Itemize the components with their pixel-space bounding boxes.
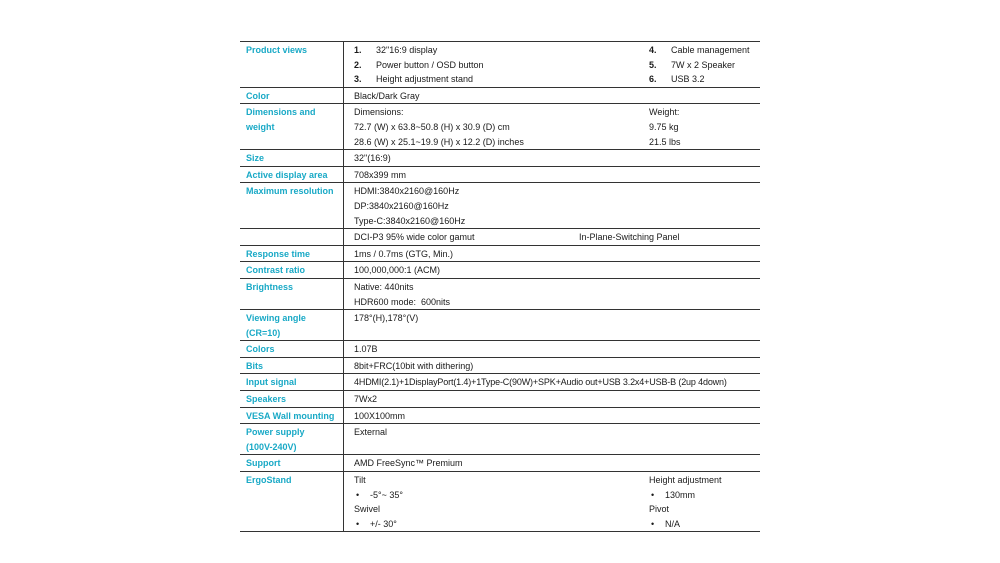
value-input-signal: 4HDMI(2.1)+1DisplayPort(1.4)+1Type-C(90W)+SPK+Audio out+USB 3.2x4+USB-B (2up 4down) — [354, 377, 727, 388]
value-product-views — [344, 42, 760, 87]
row-vesa — [240, 408, 760, 425]
value-brightness: Native: 440nits HDR600 mode: 600nits — [354, 281, 451, 307]
list-item: • 130mm — [649, 488, 722, 503]
label-dimensions: Dimensions and weight — [240, 104, 344, 149]
row-product-views — [240, 42, 760, 88]
bullet-icon: • — [356, 489, 360, 500]
value-support: AMD FreeSync™ Premium — [354, 458, 463, 469]
value-ergostand — [344, 472, 760, 531]
row-viewing-angle — [240, 310, 760, 341]
row-support — [240, 455, 760, 472]
list-item: • -5°~ 35° — [354, 488, 649, 503]
row-active-area — [240, 167, 760, 184]
label-ergostand: ErgoStand — [240, 472, 344, 531]
product-views-list-left — [354, 43, 649, 87]
bullet-icon: • — [651, 489, 655, 500]
row-input-signal — [240, 374, 760, 391]
label-speakers: Speakers — [240, 391, 344, 407]
value-response-time: 1ms / 0.7ms (GTG, Min.) — [354, 248, 454, 259]
value-panel — [344, 229, 760, 245]
label-power: Power supply (100V-240V) — [240, 424, 344, 454]
bullet-icon: • — [356, 518, 360, 529]
label-bits: Bits — [240, 358, 344, 374]
label-brightness: Brightness — [240, 279, 344, 309]
row-size — [240, 150, 760, 167]
label-size: Size — [240, 150, 344, 166]
value-speakers: 7Wx2 — [354, 394, 378, 405]
value-power: External — [354, 427, 388, 438]
list-item: 6. USB 3.2 — [649, 74, 705, 85]
value-color: Black/Dark Gray — [354, 90, 420, 101]
row-speakers — [240, 391, 760, 408]
value-dimensions — [344, 104, 760, 149]
label-contrast: Contrast ratio — [240, 262, 344, 278]
label-product-views: Product views — [240, 42, 344, 87]
list-item: • N/A — [649, 517, 722, 532]
value-contrast: 100,000,000:1 (ACM) — [354, 265, 441, 276]
label-active-area: Active display area — [240, 167, 344, 183]
value-colors: 1.07B — [354, 344, 378, 355]
ergostand-left: Tilt • -5°~ 35° Swivel • +/- 30° — [354, 473, 649, 531]
label-panel — [240, 229, 344, 245]
row-power — [240, 424, 760, 455]
label-input-signal: Input signal — [240, 374, 344, 390]
value-active-area: 708x399 mm — [354, 169, 407, 180]
label-response-time: Response time — [240, 246, 344, 262]
row-colors — [240, 341, 760, 358]
dimensions-block: Dimensions: 72.7 (W) x 63.8~50.8 (H) x 30.9 (D) cm 28.6 (W) x 25.1~19.9 (H) x 12.2 (D) inches — [354, 107, 524, 147]
list-item: 3. Height adjustment stand — [354, 74, 474, 85]
label-colors: Colors — [240, 341, 344, 357]
ergostand-right: Height adjustment • 130mm Pivot • N/A — [649, 473, 722, 531]
list-item: 1. 32"16:9 display — [354, 45, 438, 55]
row-panel — [240, 229, 760, 246]
list-item: 2. Power button / OSD button — [354, 59, 484, 70]
bullet-icon: • — [651, 518, 655, 529]
list-item: 5. 7W x 2 Speaker — [649, 59, 736, 70]
value-size: 32"(16:9) — [354, 153, 391, 164]
row-brightness — [240, 279, 760, 310]
spec-table — [240, 41, 760, 532]
row-max-resolution — [240, 183, 760, 229]
panel-type: In-Plane-Switching Panel — [579, 232, 680, 243]
value-bits: 8bit+FRC(10bit with dithering) — [354, 360, 474, 371]
value-max-resolution: HDMI:3840x2160@160Hz DP:3840x2160@160Hz Type-C:3840x2160@160Hz — [354, 186, 466, 226]
product-views-list-right — [649, 43, 750, 87]
weight-block: Weight: 9.75 kg 21.5 lbs — [649, 107, 681, 147]
label-support: Support — [240, 455, 344, 471]
label-viewing-angle: Viewing angle (CR=10) — [240, 310, 344, 340]
row-bits — [240, 358, 760, 375]
value-viewing-angle: 178°(H),178°(V) — [354, 313, 419, 324]
row-ergostand — [240, 472, 760, 532]
list-item: • +/- 30° — [354, 517, 649, 532]
row-dimensions — [240, 104, 760, 150]
label-max-resolution: Maximum resolution — [240, 183, 344, 228]
row-contrast — [240, 262, 760, 279]
row-response-time — [240, 246, 760, 263]
label-color: Color — [240, 88, 344, 104]
list-item: 4. Cable management — [649, 45, 750, 55]
label-vesa: VESA Wall mounting — [240, 408, 344, 424]
panel-gamut: DCI-P3 95% wide color gamut — [354, 232, 475, 243]
row-color — [240, 88, 760, 105]
value-vesa: 100X100mm — [354, 410, 406, 421]
